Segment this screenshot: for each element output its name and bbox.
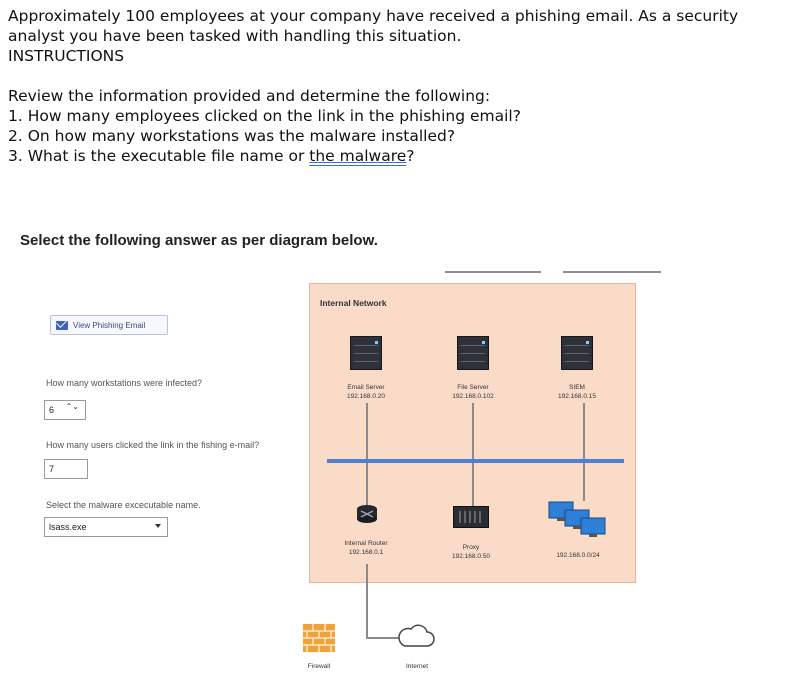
proxy-name: Proxy bbox=[462, 544, 480, 551]
view-phishing-email-button[interactable] bbox=[50, 315, 168, 335]
workstations-icon bbox=[547, 500, 611, 540]
router-ip: 192.168.0.1 bbox=[348, 549, 384, 556]
workstations-infected-value: 6 bbox=[49, 405, 55, 415]
router-label bbox=[330, 539, 402, 557]
stepper-arrows-icon[interactable]: ⌃⌄ bbox=[65, 402, 79, 411]
workstations-infected-input[interactable] bbox=[44, 400, 86, 420]
internal-network-title: Internal Network bbox=[320, 298, 387, 308]
siem-name: SIEM bbox=[569, 384, 585, 391]
file-server-icon bbox=[457, 336, 489, 370]
intro-line-2: analyst you have been tasked with handling this situation. bbox=[8, 27, 462, 45]
users-clicked-value: 7 bbox=[49, 464, 55, 474]
chevron-down-icon[interactable] bbox=[155, 524, 161, 528]
review-line: Review the information provided and determine the following: bbox=[8, 87, 491, 105]
users-clicked-label: How many users clicked the link in the fishing e-mail? bbox=[46, 440, 260, 450]
malware-name-select[interactable] bbox=[44, 517, 168, 537]
siem-ip: 192.168.0.15 bbox=[558, 393, 596, 400]
router-link bbox=[366, 463, 368, 505]
cloud-icon bbox=[396, 622, 436, 650]
email-server-label bbox=[330, 383, 402, 401]
intro-line-1: Approximately 100 employees at your company have received a phishing email. As a security bbox=[8, 7, 739, 25]
malware-name-value: lsass.exe bbox=[49, 522, 87, 532]
proxy-icon bbox=[453, 506, 489, 528]
view-phishing-email-label: View Phishing Email bbox=[73, 320, 146, 330]
email-server-name: Email Server bbox=[347, 384, 385, 391]
question-3-prefix: 3. What is the executable file name or bbox=[8, 147, 310, 165]
router-firewall-link bbox=[366, 564, 368, 637]
users-clicked-input[interactable] bbox=[44, 459, 88, 479]
siem-server-icon bbox=[561, 336, 593, 370]
select-instruction: Select the following answer as per diagram below. bbox=[20, 232, 378, 249]
proxy-ip: 192.168.0.50 bbox=[452, 553, 490, 560]
file-server-name: File Server bbox=[457, 384, 489, 391]
decorative-line-right bbox=[563, 271, 661, 273]
file-server-link bbox=[472, 403, 474, 459]
router-icon bbox=[355, 502, 379, 528]
email-server-icon bbox=[350, 336, 382, 370]
question-3 bbox=[8, 146, 788, 166]
firewall-label: Firewall bbox=[307, 663, 331, 670]
file-server-ip: 192.168.0.102 bbox=[452, 393, 494, 400]
question-2: 2. On how many workstations was the malware installed? bbox=[8, 127, 456, 145]
network-bus bbox=[327, 459, 624, 463]
instructions-heading: INSTRUCTIONS bbox=[8, 47, 125, 65]
question-3-underlined: the malware bbox=[309, 147, 407, 165]
email-server-ip: 192.168.0.20 bbox=[347, 393, 385, 400]
siem-link bbox=[583, 403, 585, 459]
proxy-link bbox=[472, 463, 474, 506]
siem-label bbox=[541, 383, 613, 401]
malware-name-label: Select the malware excecutable name. bbox=[46, 500, 201, 510]
email-server-link bbox=[366, 403, 368, 459]
workstations-link bbox=[583, 463, 585, 501]
file-server-label bbox=[437, 383, 509, 401]
workstations-subnet: 192.168.0.0/24 bbox=[556, 552, 600, 559]
workstations-infected-label: How many workstations were infected? bbox=[46, 378, 203, 388]
firewall-icon bbox=[303, 624, 335, 652]
question-text bbox=[8, 6, 788, 166]
question-1: 1. How many employees clicked on the link in the phishing email? bbox=[8, 107, 521, 125]
router-name: Internal Router bbox=[344, 540, 388, 547]
decorative-line-left bbox=[445, 271, 541, 273]
envelope-icon bbox=[56, 321, 68, 330]
question-3-suffix: ? bbox=[406, 147, 415, 165]
internet-label: Internet bbox=[405, 663, 429, 670]
proxy-label bbox=[435, 543, 507, 561]
